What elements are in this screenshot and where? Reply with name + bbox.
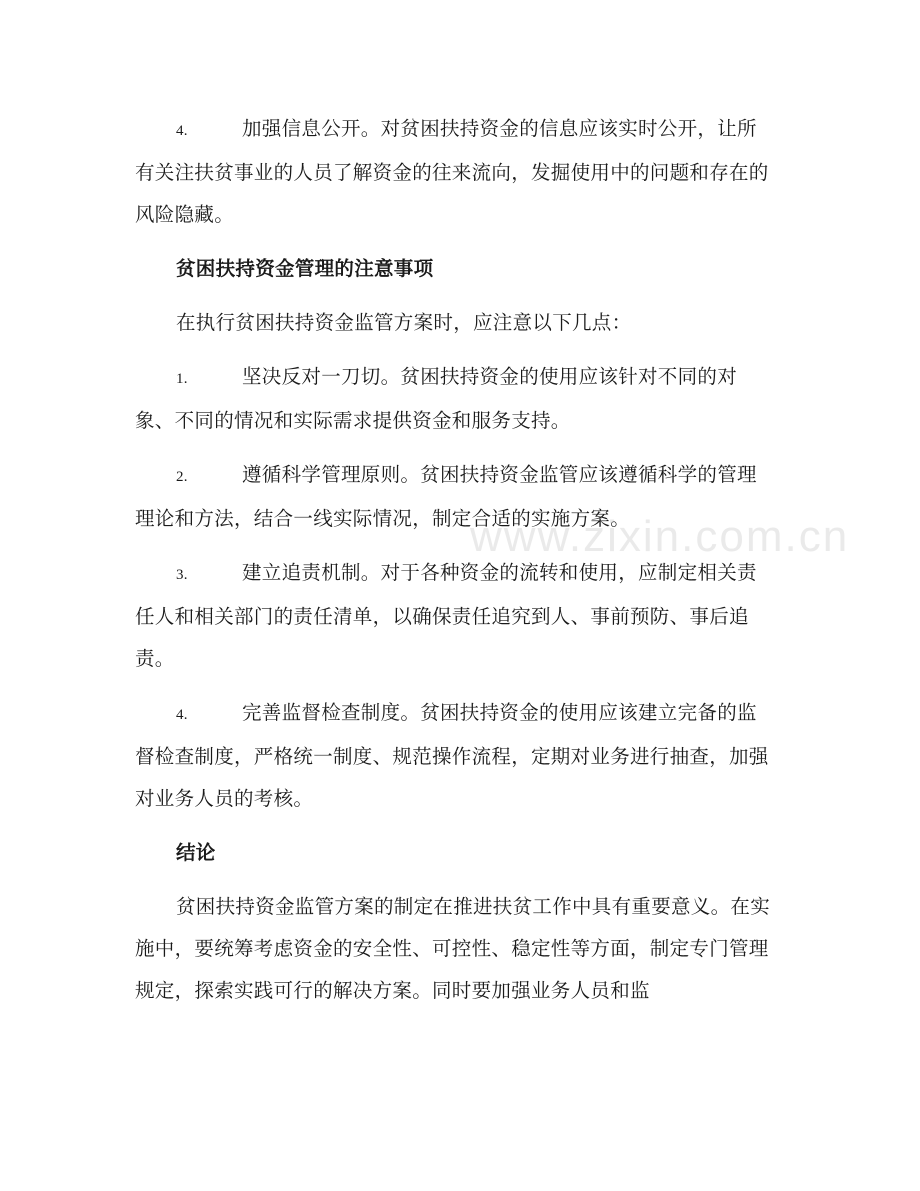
list-item [135,356,770,442]
list-item [135,552,770,680]
list-item [135,454,770,540]
conclusion-paragraph: 贫困扶持资金监管方案的制定在推进扶贫工作中具有重要意义。在实施中，要统筹考虑资金的安全性、可控性、稳定性等方面，制定专门管理规定，探索实践可行的解决方案。同时要加强业务人员和监 [135,895,771,1002]
list-item [135,108,770,236]
list-item [135,692,770,820]
section-heading: 贫困扶持资金管理的注意事项 [176,257,434,280]
list-item-text: 加强信息公开。对贫困扶持资金的信息应该实时公开，让所有关注扶贫事业的人员了解资金的往来流向，发掘使用中的问题和存在的风险隐藏。 [135,117,769,226]
list-item-text: 建立追责机制。对于各种资金的流转和使用，应制定相关责任人和相关部门的责任清单，以确保责任追究到人、事前预防、事后追责。 [135,561,757,670]
list-item-number: 1. [176,371,188,387]
document-body [135,108,770,1024]
list-item-text: 完善监督检查制度。贫困扶持资金的使用应该建立完备的监督检查制度，严格统一制度、规范操作流程，定期对业务进行抽查，加强对业务人员的考核。 [135,701,769,810]
list-item-number: 4. [176,123,188,139]
intro-paragraph: 在执行贫困扶持资金监管方案时，应注意以下几点： [176,311,632,334]
list-item-text: 坚决反对一刀切。贫困扶持资金的使用应该针对不同的对象、不同的情况和实际需求提供资金和服务支持。 [135,365,738,432]
watermark-text: www.zixin.com.cn [470,512,850,561]
list-item-number: 4. [176,707,188,723]
list-item-number: 3. [176,567,188,583]
list-item-number: 2. [176,469,188,485]
list-item-text: 遵循科学管理原则。贫困扶持资金监管应该遵循科学的管理理论和方法，结合一线实际情况，制定合适的实施方案。 [135,463,757,530]
conclusion-heading: 结论 [176,841,216,864]
